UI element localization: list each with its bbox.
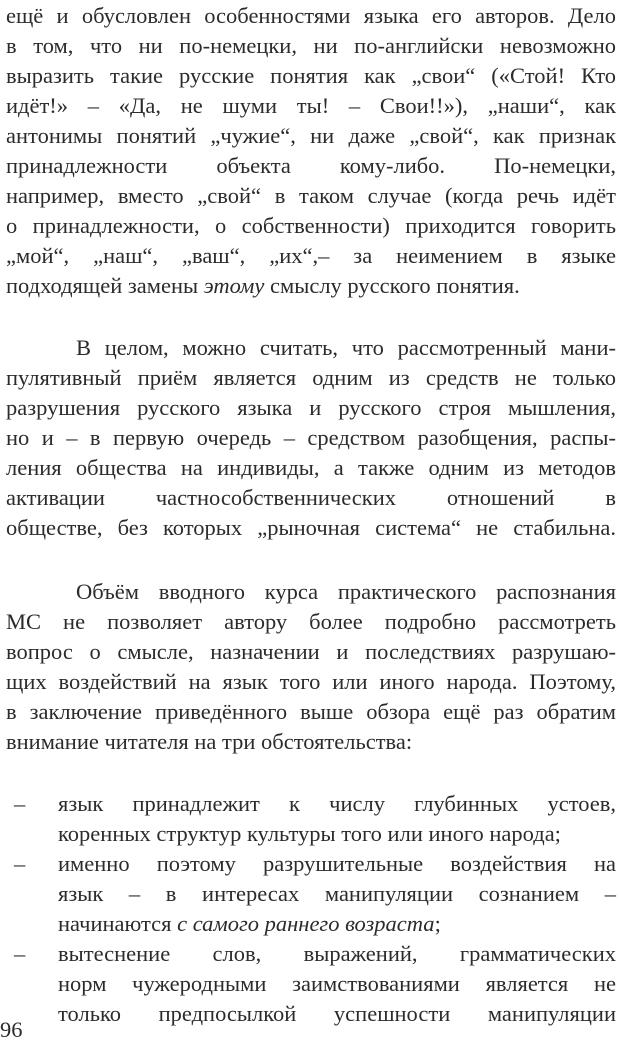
text-line: принадлежности объекта кому-либо. По-немецки, (6, 153, 616, 178)
text-line: пулятивный приём является одним из средств не только (6, 365, 616, 390)
list-item-line: вытеснение слов, выражений, грамматических (58, 941, 616, 966)
text-span: ; (434, 911, 441, 936)
text-line: обществе, без которых „рыночная система“ не стабильна. (6, 515, 616, 540)
text-line: в заключение приведённого выше обзора ещё раз обратим (6, 699, 616, 724)
page-number: 96 (0, 1017, 23, 1042)
text-line: ещё и обусловлен особенностями языка его авторов. Дело (6, 3, 616, 28)
text-line: но и – в первую очередь – средством разобщения, распы- (6, 425, 616, 450)
italic-text: этому (203, 273, 265, 298)
text-span: подходящей замены (6, 273, 204, 298)
text-span: начинаются (58, 911, 178, 936)
list-item-line (58, 910, 616, 938)
text-line: ления общества на индивиды, а также одним из методов (6, 455, 616, 480)
text-line: В целом, можно считать, что рассмотренный мани- (76, 335, 616, 360)
italic-text: с самого раннего возраста (177, 911, 435, 936)
text-line (6, 272, 616, 300)
text-line: внимание читателя на три обстоятельства: (6, 729, 413, 754)
text-line: Объём вводного курса практического распознания (76, 579, 616, 604)
text-line: выразить такие русские понятия как „свои“ («Стой! Кто (6, 63, 616, 88)
text-line: например, вместо „свой“ в таком случае (когда речь идёт (6, 183, 616, 208)
text-line: разрушения русского языка и русского строя мышления, (6, 395, 616, 420)
list-item-line: коренных структур культуры того или иного народа; (58, 821, 561, 846)
text-span: смыслу русского понятия. (264, 273, 520, 298)
list-item-line: язык принадлежит к числу глубинных устоев, (58, 791, 616, 816)
list-item-line: язык – в интересах манипуляции сознанием – (58, 881, 616, 906)
text-line: щих воздействий на язык того или иного народа. Поэтому, (6, 669, 616, 694)
list-item-line: только предпосылкой успешности манипуляции (58, 1001, 616, 1026)
list-item-line: норм чужеродными заимствованиями является не (58, 971, 616, 996)
text-line: в том, что ни по-немецки, ни по-английски невозможно (6, 33, 616, 58)
list-dash: – (14, 941, 26, 966)
text-line: идёт!» – «Да, не шуми ты! – Свои!!»), „наши“, как (6, 93, 616, 118)
text-line: МС не позволяет автору более подробно рассмотреть (6, 609, 616, 634)
text-line: активации частнособственнических отношений в (6, 485, 616, 510)
list-item-line: именно поэтому разрушительные воздействия на (58, 851, 616, 876)
text-line: антонимы понятий „чужие“, ни даже „свой“, как признак (6, 123, 616, 148)
text-line: вопрос о смысле, назначении и последствиях разрушаю- (6, 639, 616, 664)
text-line: „мой“, „наш“, „ваш“, „их“,– за неимением в языке (6, 243, 616, 268)
list-dash: – (14, 851, 26, 876)
list-dash: – (14, 791, 26, 816)
text-line: о принадлежности, о собственности) приходится говорить (6, 213, 616, 238)
